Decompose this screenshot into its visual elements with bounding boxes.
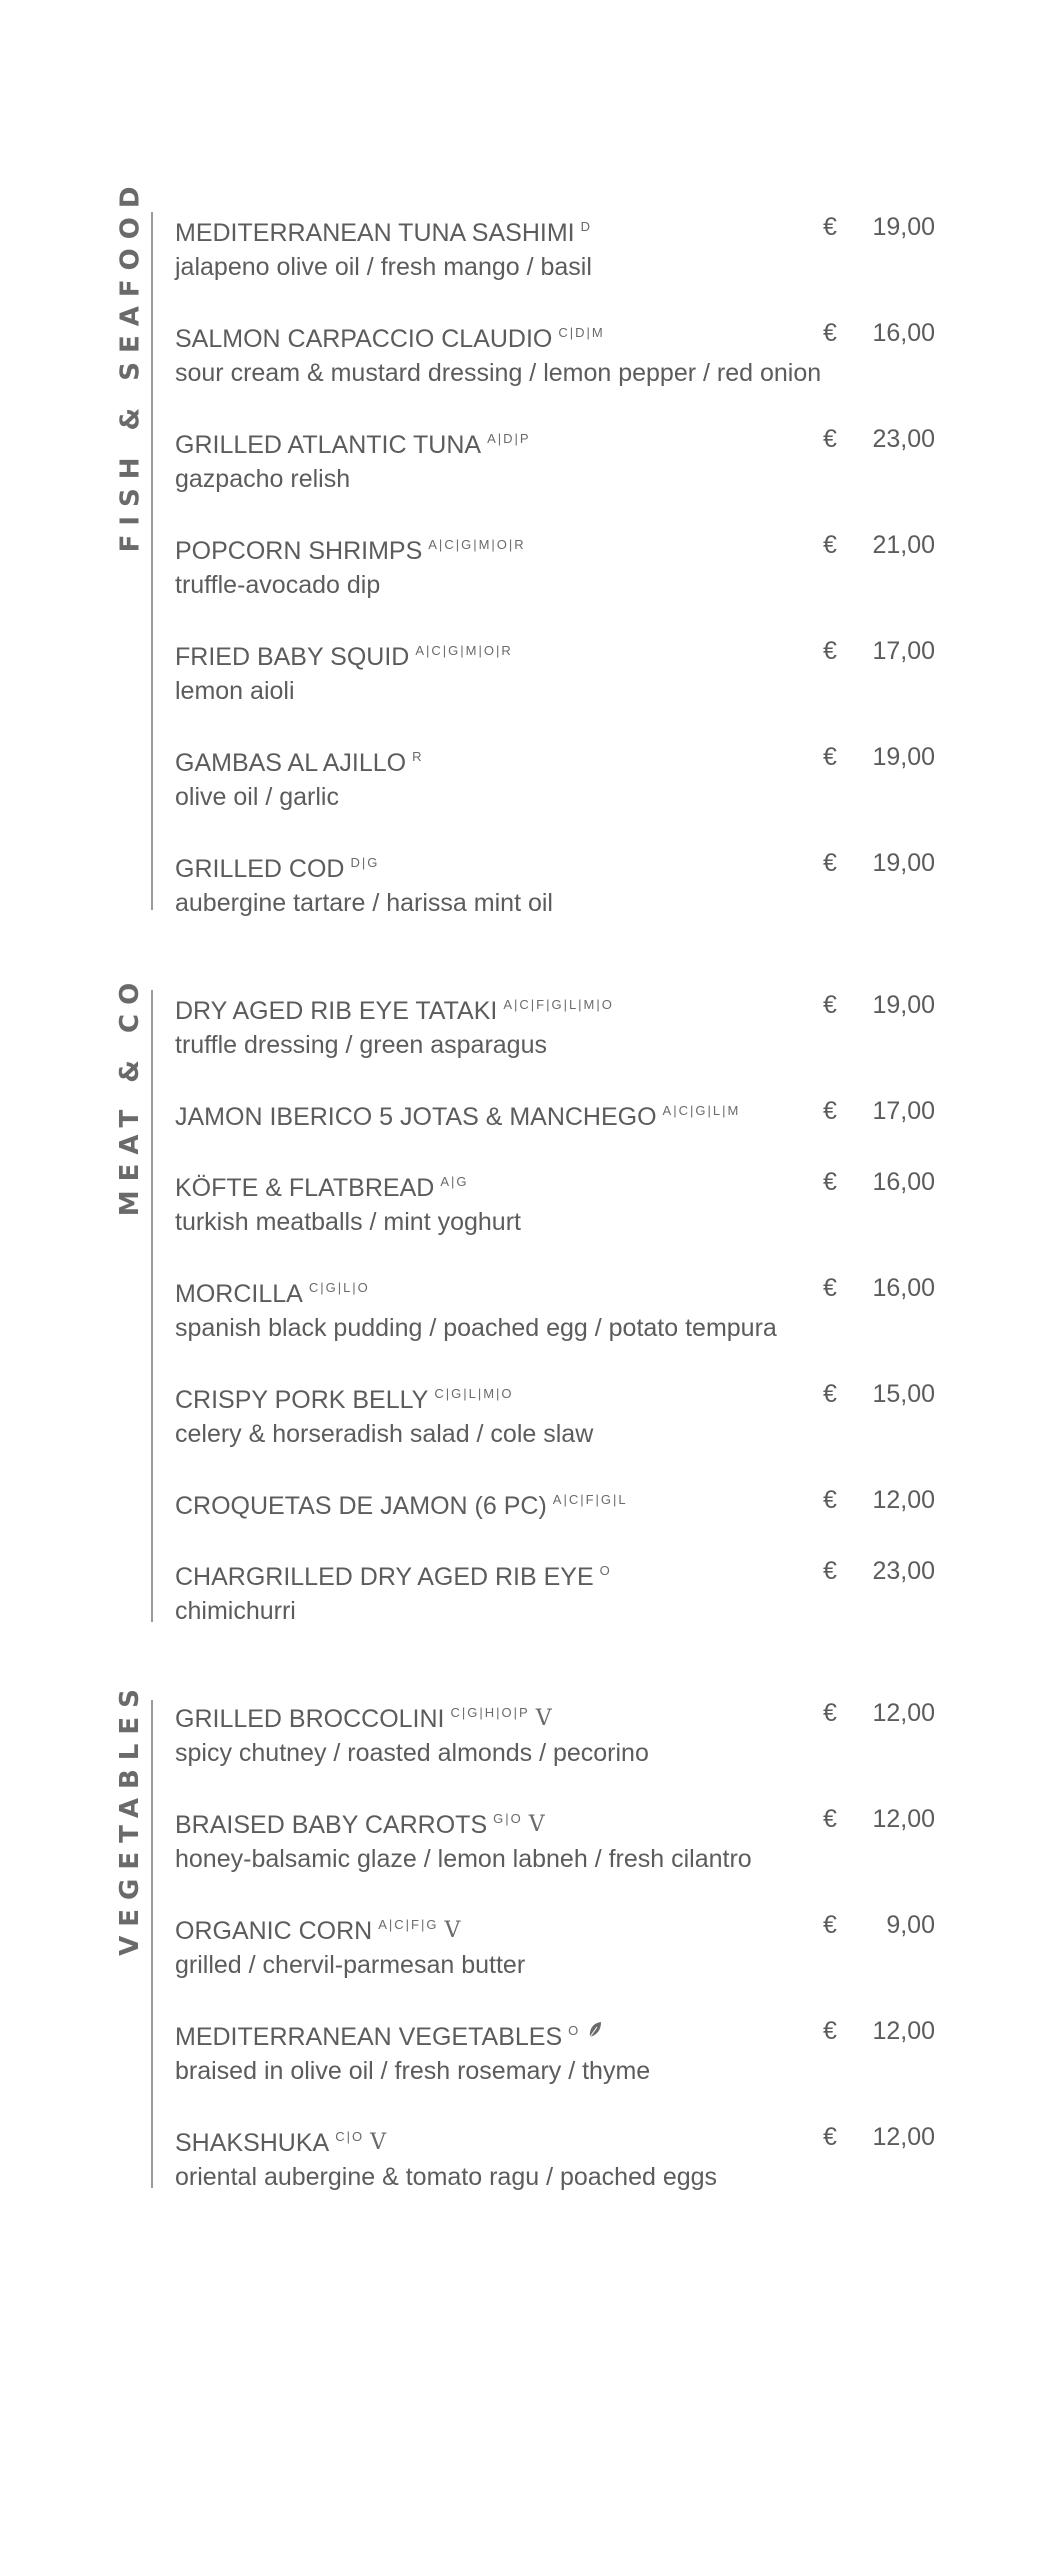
menu-item: [175, 2014, 935, 2088]
item-allergens: C|O: [335, 2129, 365, 2144]
item-name: ORGANIC CORN: [175, 1917, 373, 1945]
section-title: VEGETABLES: [115, 1680, 146, 1956]
item-allergens: A|C|F|G|L|M|O: [503, 997, 614, 1012]
vegetarian-badge: V: [370, 2130, 386, 2155]
currency-symbol: €: [823, 637, 837, 665]
item-price: [823, 528, 935, 562]
item-name: DRY AGED RIB EYE TATAKI: [175, 997, 498, 1025]
item-price: [823, 988, 935, 1022]
menu-item: [175, 1696, 935, 1770]
item-allergens: A|C|F|G: [378, 1917, 439, 1932]
item-name: SHAKSHUKA: [175, 2129, 330, 2157]
item-name: KÖFTE & FLATBREAD: [175, 1174, 435, 1202]
menu-item: [175, 210, 935, 284]
menu-item: [175, 1377, 935, 1451]
currency-symbol: €: [823, 1380, 837, 1408]
item-description: honey-balsamic glaze / lemon labneh / fresh cilantro: [175, 1845, 752, 1873]
price-amount: 12,00: [872, 1699, 935, 1727]
item-price: [823, 1483, 935, 1517]
price-amount: 21,00: [872, 531, 935, 559]
item-description: braised in olive oil / fresh rosemary / thyme: [175, 2057, 651, 2085]
item-allergens: A|C|G|M|O|R: [415, 643, 513, 658]
currency-symbol: €: [823, 849, 837, 877]
price-amount: 16,00: [872, 319, 935, 347]
item-description: sour cream & mustard dressing / lemon pepper / red onion: [175, 359, 822, 387]
price-amount: 19,00: [872, 213, 935, 241]
item-price: [823, 2014, 935, 2048]
item-name: JAMON IBERICO 5 JOTAS & MANCHEGO: [175, 1103, 657, 1131]
currency-symbol: €: [823, 1097, 837, 1125]
item-description: grilled / chervil-parmesan butter: [175, 1951, 526, 1979]
menu-item: [175, 1802, 935, 1876]
item-description: oriental aubergine & tomato ragu / poached eggs: [175, 2163, 718, 2191]
item-name: MORCILLA: [175, 1280, 303, 1308]
vegan-leaf-icon: [588, 2021, 602, 2039]
currency-symbol: €: [823, 2123, 837, 2151]
menu-item: [175, 316, 935, 390]
currency-symbol: €: [823, 1805, 837, 1833]
price-amount: 17,00: [872, 1097, 935, 1125]
currency-symbol: €: [823, 531, 837, 559]
menu-item: [175, 2120, 935, 2194]
item-allergens: O: [568, 2023, 581, 2038]
item-name: MEDITERRANEAN VEGETABLES: [175, 2023, 563, 2051]
item-name: GRILLED BROCCOLINI: [175, 1705, 445, 1733]
vegetarian-badge: V: [535, 1706, 552, 1731]
currency-symbol: €: [823, 991, 837, 1019]
currency-symbol: €: [823, 1486, 837, 1514]
item-allergens: A|C|G|L|M: [662, 1103, 741, 1118]
item-allergens: A|G: [440, 1174, 469, 1189]
section-title: FISH & SEAFOOD: [115, 177, 146, 553]
item-allergens: A|D|P: [487, 431, 531, 446]
menu-item: [175, 528, 935, 602]
menu-item: [175, 1483, 935, 1523]
item-name: MEDITERRANEAN TUNA SASHIMI: [175, 219, 575, 247]
price-amount: 15,00: [872, 1380, 935, 1408]
item-allergens: R: [412, 749, 424, 764]
item-allergens: D|G: [350, 855, 380, 870]
price-amount: 19,00: [872, 991, 935, 1019]
item-allergens: D: [580, 219, 592, 234]
menu-item: [175, 1271, 935, 1345]
price-amount: 12,00: [872, 2123, 935, 2151]
item-allergens: G|O: [493, 1811, 523, 1826]
price-amount: 12,00: [872, 1486, 935, 1514]
item-allergens: C|G|H|O|P: [450, 1705, 530, 1720]
item-price: [823, 1377, 935, 1411]
item-description: turkish meatballs / mint yoghurt: [175, 1208, 521, 1236]
item-price: [823, 1094, 935, 1128]
item-name: FRIED BABY SQUID: [175, 643, 410, 671]
item-allergens: A|C|G|M|O|R: [428, 537, 526, 552]
section-divider: [151, 990, 153, 1622]
menu-item: [175, 1165, 935, 1239]
menu-item: [175, 1554, 935, 1628]
price-amount: 19,00: [872, 849, 935, 877]
menu-item: [175, 988, 935, 1062]
item-description: spicy chutney / roasted almonds / pecorino: [175, 1739, 649, 1767]
item-name: CROQUETAS DE JAMON (6 PC): [175, 1492, 547, 1520]
price-amount: 19,00: [872, 743, 935, 771]
item-price: [823, 1554, 935, 1588]
price-amount: 12,00: [872, 1805, 935, 1833]
section-title: MEAT & CO: [115, 973, 145, 1217]
item-name: CHARGRILLED DRY AGED RIB EYE: [175, 1563, 594, 1591]
currency-symbol: €: [823, 425, 837, 453]
currency-symbol: €: [823, 1699, 837, 1727]
price-amount: 16,00: [872, 1274, 935, 1302]
item-description: gazpacho relish: [175, 465, 351, 493]
currency-symbol: €: [823, 213, 837, 241]
price-amount: 23,00: [872, 425, 935, 453]
item-description: chimichurri: [175, 1597, 296, 1625]
item-allergens: C|G|L|O: [308, 1280, 370, 1295]
currency-symbol: €: [823, 2017, 837, 2045]
item-allergens: C|D|M: [558, 325, 605, 340]
item-price: [823, 1165, 935, 1199]
currency-symbol: €: [823, 743, 837, 771]
menu-item: [175, 422, 935, 496]
item-description: truffle dressing / green asparagus: [175, 1031, 547, 1059]
item-description: aubergine tartare / harissa mint oil: [175, 889, 553, 917]
item-price: [823, 740, 935, 774]
price-amount: 9,00: [886, 1911, 935, 1939]
menu-item: [175, 1908, 935, 1982]
item-name: SALMON CARPACCIO CLAUDIO: [175, 325, 553, 353]
menu-item: [175, 634, 935, 708]
item-price: [823, 1271, 935, 1305]
item-price: [823, 1696, 935, 1730]
currency-symbol: €: [823, 1557, 837, 1585]
currency-symbol: €: [823, 319, 837, 347]
currency-symbol: €: [823, 1168, 837, 1196]
item-allergens: C|G|L|M|O: [434, 1386, 514, 1401]
vegetarian-badge: V: [528, 1812, 545, 1837]
item-price: [823, 210, 935, 244]
item-price: [823, 422, 935, 456]
price-amount: 23,00: [872, 1557, 935, 1585]
menu-item: [175, 1094, 935, 1134]
item-price: [823, 846, 935, 880]
item-description: jalapeno olive oil / fresh mango / basil: [175, 253, 592, 281]
item-price: [823, 316, 935, 350]
menu-item: [175, 740, 935, 814]
price-amount: 17,00: [872, 637, 935, 665]
item-name: CRISPY PORK BELLY: [175, 1386, 429, 1414]
item-price: [823, 1908, 935, 1942]
item-allergens: A|C|F|G|L: [552, 1492, 628, 1507]
item-price: [823, 1802, 935, 1836]
item-price: [823, 2120, 935, 2154]
vegetarian-badge: V: [444, 1918, 461, 1943]
item-name: GRILLED ATLANTIC TUNA: [175, 431, 482, 459]
item-name: GRILLED COD: [175, 855, 345, 883]
item-description: truffle-avocado dip: [175, 571, 381, 599]
item-description: celery & horseradish salad / cole slaw: [175, 1420, 594, 1448]
item-description: lemon aioli: [175, 677, 295, 705]
price-amount: 16,00: [872, 1168, 935, 1196]
item-name: GAMBAS AL AJILLO: [175, 749, 407, 777]
item-name: BRAISED BABY CARROTS: [175, 1811, 488, 1839]
section-divider: [151, 1700, 153, 2188]
currency-symbol: €: [823, 1274, 837, 1302]
price-amount: 12,00: [872, 2017, 935, 2045]
section-divider: [151, 212, 153, 910]
item-price: [823, 634, 935, 668]
item-allergens: O: [599, 1563, 612, 1578]
currency-symbol: €: [823, 1911, 837, 1939]
menu-item: [175, 846, 935, 920]
item-name: POPCORN SHRIMPS: [175, 537, 423, 565]
item-description: olive oil / garlic: [175, 783, 339, 811]
item-description: spanish black pudding / poached egg / potato tempura: [175, 1314, 777, 1342]
